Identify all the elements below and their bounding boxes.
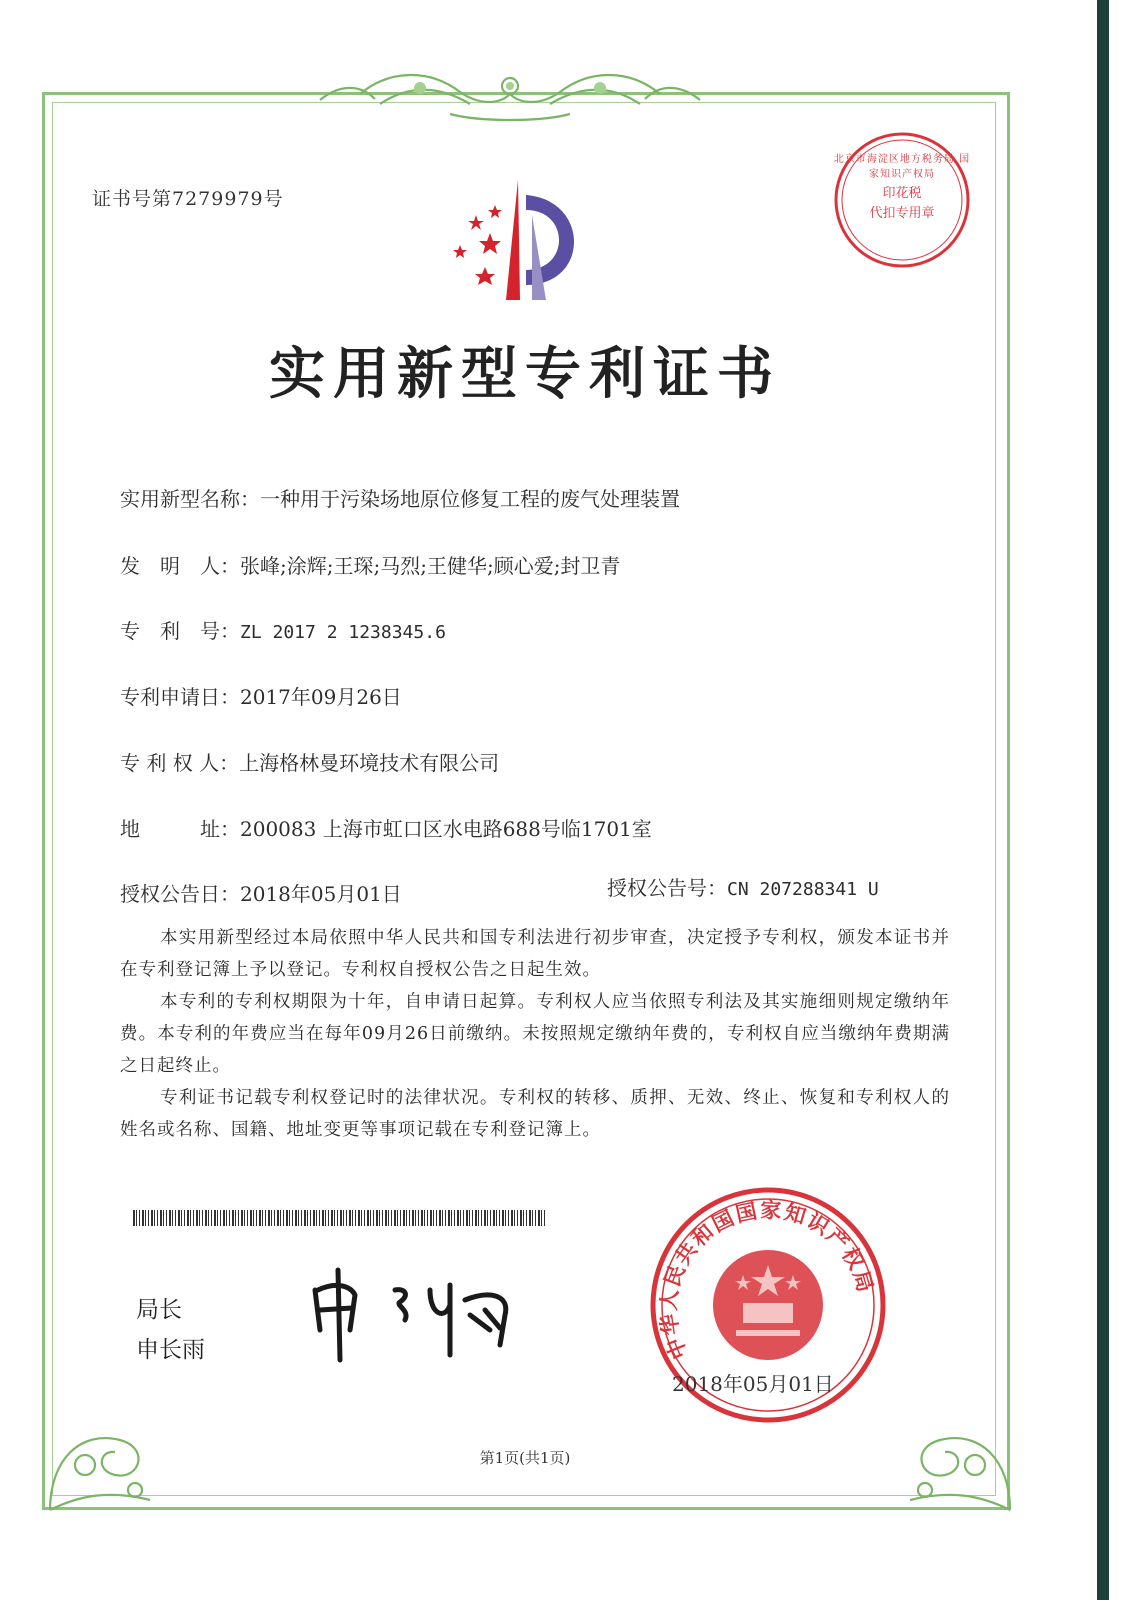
paragraph-1: 本实用新型经过本局依照中华人民共和国专利法进行初步审查，决定授予专利权，颁发本证书并在专利登记簿上予以登记。专利权自授权公告之日起生效。 bbox=[120, 928, 950, 980]
cnipa-logo-icon bbox=[440, 175, 590, 310]
patentee-value: 上海格林曼环境技术有限公司 bbox=[239, 751, 500, 775]
filing-date-label: 专利申请日： bbox=[120, 685, 240, 709]
paragraph-3: 专利证书记载专利权登记时的法律状况。专利权的转移、质押、无效、终止、恢复和专利权人的姓名或名称、国籍、地址变更等事项记载在专利登记簿上。 bbox=[120, 1088, 950, 1140]
director-block bbox=[136, 1290, 205, 1370]
filing-date-row bbox=[120, 681, 402, 710]
patentee-row bbox=[120, 747, 499, 776]
tax-seal-line1: 印花税 bbox=[882, 186, 922, 201]
utility-model-name-label: 实用新型名称： bbox=[120, 487, 260, 511]
top-ornament-icon bbox=[300, 64, 720, 126]
inventors-row bbox=[120, 550, 620, 579]
address-row bbox=[120, 813, 652, 842]
certificate-number: 证书号第7279979号 bbox=[92, 188, 284, 210]
patent-number-value: ZL 2017 2 1238345.6 bbox=[240, 622, 446, 643]
grant-date-value: 2018年05月01日 bbox=[240, 882, 402, 906]
scan-edge-bar bbox=[1097, 0, 1109, 1600]
director-name: 申长雨 bbox=[136, 1337, 205, 1363]
certificate-title: 实用新型专利证书 bbox=[269, 341, 781, 407]
page-number: 第1页(共1页) bbox=[479, 1449, 571, 1467]
filing-date-value: 2017年09月26日 bbox=[240, 685, 402, 709]
grant-number-label: 授权公告号： bbox=[607, 876, 727, 900]
tax-seal-ring-text: 北京市海淀区地方税务局 国家知识产权局 bbox=[833, 154, 971, 180]
svg-text:中华人民共和国国家知识产权局 bbox=[656, 1198, 877, 1362]
inventors-label: 发 明 人： bbox=[120, 554, 240, 578]
grant-date-label: 授权公告日： bbox=[120, 882, 240, 906]
patent-number-label: 专 利 号： bbox=[120, 619, 240, 643]
barcode bbox=[133, 1210, 547, 1226]
paragraph-2: 本专利的专利权期限为十年，自申请日起算。专利权人应当依照专利法及其实施细则规定缴纳年费。本专利的年费应当在每年09月26日前缴纳。未按照规定缴纳年费的，专利权自应当缴纳年费期满之日起终止。 bbox=[120, 992, 950, 1076]
grant-number-row bbox=[607, 872, 879, 901]
seal-ring-textpath: 中华人民共和国国家知识产权局 bbox=[656, 1198, 878, 1363]
address-label: 地 址： bbox=[120, 817, 240, 841]
utility-model-name-value: 一种用于污染场地原位修复工程的废气处理装置 bbox=[260, 487, 680, 511]
tax-seal-line2: 代扣专用章 bbox=[869, 206, 935, 221]
director-title: 局长 bbox=[136, 1297, 182, 1323]
stamp-date: 2018年05月01日 bbox=[672, 1372, 834, 1396]
grant-number-value: CN 207288341 U bbox=[727, 879, 879, 900]
address-value: 200083 上海市虹口区水电路688号临1701室 bbox=[240, 817, 652, 841]
tax-seal bbox=[832, 130, 972, 270]
inventors-value: 张峰;涂辉;王琛;马烈;王健华;顾心爱;封卫青 bbox=[240, 554, 621, 578]
patent-number-row bbox=[120, 615, 446, 644]
utility-model-name-row bbox=[120, 483, 680, 512]
grant-date-row bbox=[120, 878, 402, 907]
director-signature-icon bbox=[300, 1260, 550, 1370]
patentee-label: 专 利 权 人： bbox=[120, 751, 240, 775]
